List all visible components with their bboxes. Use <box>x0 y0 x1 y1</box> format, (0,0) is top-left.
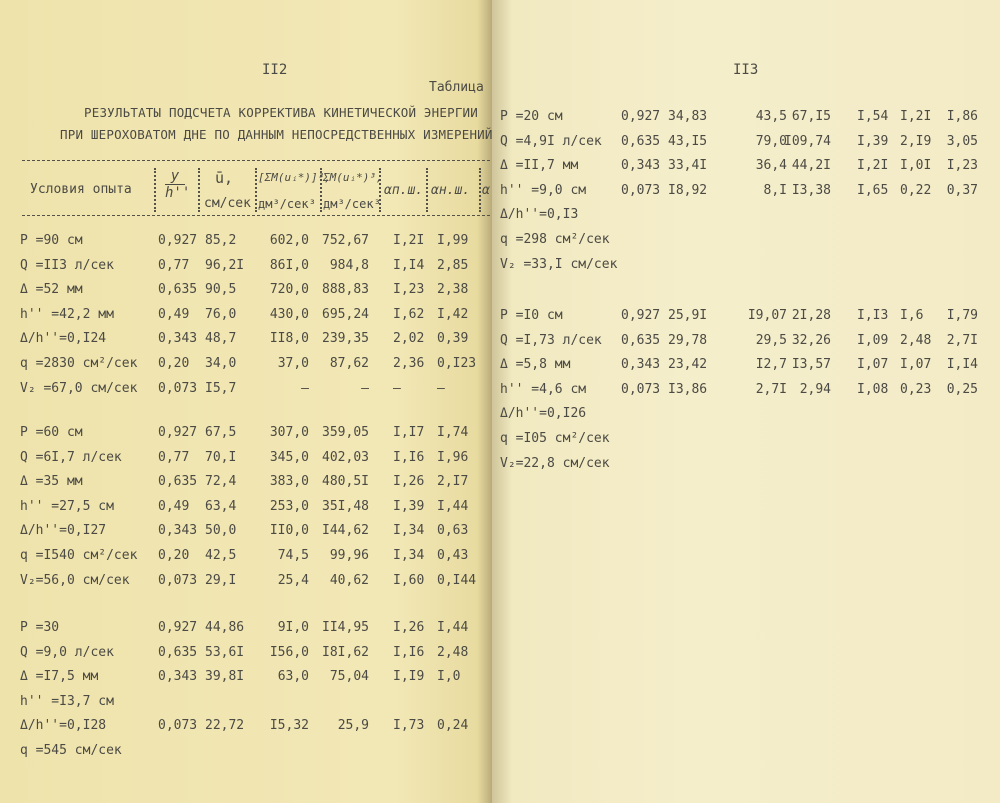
table-cell: 76,0 <box>205 306 237 322</box>
table-cell: 0,343 <box>158 523 198 539</box>
row-condition-label: Q =9,0 л/сек <box>20 644 114 660</box>
table-cell: II4,95 <box>322 620 369 635</box>
table-cell: I,I6 <box>393 449 425 465</box>
row-condition-label: Q =4,9I л/сек <box>500 133 602 149</box>
header-alpha-nw: αн.ш. <box>431 183 471 198</box>
column-divider <box>154 168 156 212</box>
table-cell: 0,927 <box>158 620 198 635</box>
table-cell: 0,49 <box>158 306 190 322</box>
table-cell: 0,49 <box>158 498 190 514</box>
table-cell: 29,78 <box>668 332 708 348</box>
table-cell: 40,62 <box>329 572 369 588</box>
table-cell: 0,927 <box>158 233 198 248</box>
table-cell: 359,05 <box>322 425 369 440</box>
table-cell: 888,83 <box>322 282 369 298</box>
table-cell: I,I3 <box>857 308 889 323</box>
table-cell: 0,073 <box>158 718 198 734</box>
header-alpha-pw: αп.ш. <box>384 183 424 198</box>
row-condition-label: Q =I,73 л/сек <box>500 332 602 348</box>
table-cell: 8,I <box>763 182 787 198</box>
table-cell: 75,04 <box>329 669 369 685</box>
row-condition-label: Δ =35 мм <box>20 474 83 490</box>
header-y-over-h <box>165 168 191 201</box>
column-divider <box>426 168 428 212</box>
table-cell: I,2I <box>393 233 425 248</box>
table-cell: I,26 <box>393 620 425 635</box>
table-cell: – <box>361 380 369 396</box>
table-cell: 0,63 <box>437 523 469 539</box>
table-cell: I,0 <box>437 669 461 685</box>
header-alpha-cut: α <box>482 183 490 198</box>
table-cell: I3,57 <box>791 357 831 373</box>
table-cell: 44,86 <box>205 620 245 635</box>
table-cell: I,73 <box>393 718 425 734</box>
table-cell: I,39 <box>393 498 425 514</box>
table-cell: I,I7 <box>393 425 425 440</box>
table-cell: 0,635 <box>621 133 661 149</box>
table-cell: 2,85 <box>437 257 469 273</box>
row-condition-label: Δ =52 мм <box>20 282 83 298</box>
row-condition-label: q =545 см/сек <box>20 743 122 758</box>
table-cell: 99,96 <box>329 548 369 563</box>
table-cell: 79,0 <box>755 133 787 149</box>
table-cell: 86I,0 <box>269 257 309 273</box>
table-cell: 9I,0 <box>277 620 309 635</box>
table-cell: I3,38 <box>791 182 831 198</box>
row-condition-label: P =I0 см <box>500 308 563 323</box>
column-divider <box>198 168 200 212</box>
row-condition-label: h'' =4,6 см <box>500 381 587 397</box>
table-label: Таблица <box>429 80 484 95</box>
table-cell: 42,5 <box>205 548 237 563</box>
table-cell: 752,67 <box>322 233 369 248</box>
table-cell: 0,343 <box>158 331 198 347</box>
table-cell: I,34 <box>393 523 425 539</box>
row-condition-label: Δ/h''=0,I26 <box>500 406 587 422</box>
header-bottom-rule <box>22 215 490 216</box>
table-cell: 35I,48 <box>322 498 369 514</box>
table-cell: 0,927 <box>158 425 198 440</box>
header-y-num: y <box>165 168 185 185</box>
row-condition-label: P =90 см <box>20 233 83 248</box>
table-cell: 22,72 <box>205 718 245 734</box>
table-cell: 0,343 <box>621 357 661 373</box>
row-condition-label: h'' =42,2 мм <box>20 306 114 322</box>
header-u-unit: см/сек <box>204 196 251 211</box>
row-condition-label: P =20 см <box>500 109 563 124</box>
row-condition-label: P =60 см <box>20 425 83 440</box>
table-cell: I,42 <box>437 306 469 322</box>
column-divider <box>255 168 257 212</box>
table-cell: I,2I <box>900 109 932 124</box>
row-condition-label: V₂ =67,0 см/сек <box>20 380 138 396</box>
row-condition-label: Δ =5,8 мм <box>500 357 571 373</box>
table-cell: 0,20 <box>158 548 190 563</box>
table-cell: – <box>437 380 445 396</box>
table-cell: 239,35 <box>322 331 369 347</box>
table-cell: 0,073 <box>158 380 198 396</box>
table-cell: 0,635 <box>158 282 198 298</box>
table-cell: 402,03 <box>322 449 369 465</box>
table-cell: I5,32 <box>269 718 309 734</box>
table-cell: 87,62 <box>329 356 369 371</box>
table-cell: 2,I9 <box>900 133 932 149</box>
table-cell: I,2I <box>857 158 889 174</box>
table-cell: 0,073 <box>158 572 198 588</box>
table-cell: 50,0 <box>205 523 237 539</box>
table-cell: 2,7I <box>755 381 787 397</box>
table-cell: I,I9 <box>393 669 425 685</box>
table-cell: I8,92 <box>668 182 708 198</box>
row-condition-label: V₂=56,0 см/сек <box>20 572 130 588</box>
table-cell: I44,62 <box>322 523 369 539</box>
table-cell: I56,0 <box>269 644 309 660</box>
header-top-rule <box>22 160 490 161</box>
table-cell: 48,7 <box>205 331 237 347</box>
table-cell: 307,0 <box>269 425 309 440</box>
table-cell: I9,07 <box>747 308 787 323</box>
row-condition-label: Q =II3 л/сек <box>20 257 114 273</box>
table-cell: 0,927 <box>621 308 661 323</box>
header-u-mean: ū, <box>215 169 234 187</box>
table-cell: 2,02 <box>393 331 425 347</box>
table-cell: 0,77 <box>158 257 190 273</box>
table-cell: I,60 <box>393 572 425 588</box>
row-condition-label: q =I540 см²/сек <box>20 548 138 563</box>
table-cell: 33,4I <box>668 158 708 174</box>
table-cell: I09,74 <box>784 133 831 149</box>
table-cell: 43,I5 <box>668 133 708 149</box>
table-cell: 0,22 <box>900 182 932 198</box>
table-cell: 36,4 <box>755 158 787 174</box>
table-cell: 44,2I <box>791 158 831 174</box>
table-cell: I,09 <box>857 332 889 348</box>
table-cell: I,34 <box>393 548 425 563</box>
table-cell: 2,48 <box>900 332 932 348</box>
table-cell: 2,I7 <box>437 474 469 490</box>
table-cell: 25,4 <box>277 572 309 588</box>
table-cell: 2,38 <box>437 282 469 298</box>
table-cell: I,6 <box>900 308 924 323</box>
row-condition-label: q =298 см²/сек <box>500 232 610 247</box>
row-condition-label: h'' =9,0 см <box>500 182 587 198</box>
header-sum-m-u3: ΣM(uᵢ*)³, <box>323 171 383 184</box>
table-cell: 2,94 <box>799 381 831 397</box>
table-cell: 29,5 <box>755 332 787 348</box>
table-cell: I,74 <box>437 425 469 440</box>
table-cell: 0,343 <box>621 158 661 174</box>
table-cell: I,86 <box>946 109 978 124</box>
table-cell: 2I,28 <box>791 308 831 323</box>
table-cell: I,08 <box>857 381 889 397</box>
table-cell: 37,0 <box>277 356 309 371</box>
table-cell: I,I4 <box>393 257 425 273</box>
table-cell: I,96 <box>437 449 469 465</box>
table-cell: I,54 <box>857 109 889 124</box>
table-cell: I,0I <box>900 158 932 174</box>
table-cell: 0,I44 <box>437 572 477 588</box>
header-sum-m-u3-unit: дм³/сек³ <box>323 197 381 211</box>
column-divider <box>479 168 481 212</box>
table-cell: 383,0 <box>269 474 309 490</box>
table-cell: I,62 <box>393 306 425 322</box>
row-condition-label: Δ/h''=0,I28 <box>20 718 107 734</box>
table-cell: 0,073 <box>621 381 661 397</box>
table-cell: I,I6 <box>393 644 425 660</box>
header-y-den: h'' <box>165 185 191 201</box>
table-cell: 0,635 <box>621 332 661 348</box>
table-cell: 85,2 <box>205 233 237 248</box>
table-cell: 695,24 <box>322 306 369 322</box>
table-cell: 2,36 <box>393 356 425 371</box>
table-cell: 0,39 <box>437 331 469 347</box>
table-cell: 480,5I <box>322 474 369 490</box>
table-cell: 0,927 <box>621 109 661 124</box>
table-cell: 39,8I <box>205 669 245 685</box>
header-sum-m-cubed-unit: дм³/сек³ <box>258 197 316 211</box>
table-cell: 345,0 <box>269 449 309 465</box>
table-cell: 90,5 <box>205 282 237 298</box>
table-cell: 23,42 <box>668 357 708 373</box>
table-cell: 0,24 <box>437 718 469 734</box>
table-cell: 0,20 <box>158 356 190 371</box>
table-cell: 25,9 <box>337 718 369 734</box>
table-cell: 720,0 <box>269 282 309 298</box>
table-cell: 0,25 <box>946 381 978 397</box>
table-cell: 29,I <box>205 572 237 588</box>
table-cell: 0,635 <box>158 644 198 660</box>
table-cell: 43,5 <box>755 109 787 124</box>
table-cell: I8I,62 <box>322 644 369 660</box>
table-cell: 0,343 <box>158 669 198 685</box>
table-title-line1: РЕЗУЛЬТАТЫ ПОДСЧЕТА КОРРЕКТИВА КИНЕТИЧЕСКОЙ ЭНЕРГИИ <box>84 105 479 120</box>
header-sum-m-cubed: [ΣM(uᵢ*)]³, <box>258 171 331 184</box>
table-cell: 430,0 <box>269 306 309 322</box>
page-number-left: II2 <box>262 62 288 78</box>
table-cell: 602,0 <box>269 233 309 248</box>
row-condition-label: h'' =27,5 см <box>20 498 114 514</box>
table-cell: 74,5 <box>277 548 309 563</box>
row-condition-label: P =30 <box>20 620 60 635</box>
header-conditions: Условия опыта <box>30 182 132 197</box>
table-cell: I,07 <box>900 357 932 373</box>
table-cell: 2,48 <box>437 644 469 660</box>
table-cell: I,26 <box>393 474 425 490</box>
table-cell: 0,23 <box>900 381 932 397</box>
table-cell: 72,4 <box>205 474 237 490</box>
row-condition-label: Δ =I7,5 мм <box>20 669 99 685</box>
table-cell: I,07 <box>857 357 889 373</box>
table-cell: 984,8 <box>329 257 369 273</box>
table-cell: 2,7I <box>946 332 978 348</box>
table-cell: 32,26 <box>791 332 831 348</box>
row-condition-label: Δ/h''=0,I27 <box>20 523 107 539</box>
row-condition-label: V₂ =33,I см/сек <box>500 256 618 272</box>
table-cell: 67,I5 <box>791 109 831 124</box>
table-cell: I,44 <box>437 620 469 635</box>
table-cell: 34,83 <box>668 109 708 124</box>
table-cell: 3,05 <box>946 133 978 149</box>
table-cell: 0,37 <box>946 182 978 198</box>
table-cell: 253,0 <box>269 498 309 514</box>
table-cell: 63,4 <box>205 498 237 514</box>
table-cell: 0,635 <box>158 474 198 490</box>
table-title-line2: ПРИ ШЕРОХОВАТОМ ДНЕ ПО ДАННЫМ НЕПОСРЕДСТВЕННЫХ ИЗМЕРЕНИЙ <box>60 127 493 142</box>
table-cell: I,79 <box>946 308 978 323</box>
table-cell: 0,77 <box>158 449 190 465</box>
table-cell: 25,9I <box>668 308 708 323</box>
row-condition-label: h'' =I3,7 см <box>20 693 114 709</box>
page-number-right: II3 <box>733 62 759 78</box>
table-cell: I,23 <box>946 158 978 174</box>
table-cell: 34,0 <box>205 356 237 371</box>
table-cell: I,44 <box>437 498 469 514</box>
table-cell: II8,0 <box>269 331 309 347</box>
row-condition-label: q =2830 см²/сек <box>20 356 138 371</box>
table-cell: I,39 <box>857 133 889 149</box>
row-condition-label: Δ/h''=0,I24 <box>20 331 107 347</box>
table-cell: I,65 <box>857 182 889 198</box>
table-cell: I5,7 <box>205 380 237 396</box>
table-cell: I,23 <box>393 282 425 298</box>
table-cell: I,99 <box>437 233 469 248</box>
table-cell: 96,2I <box>205 257 245 273</box>
table-cell: 53,6I <box>205 644 245 660</box>
table-cell: 67,5 <box>205 425 237 440</box>
table-cell: I,I4 <box>946 357 978 373</box>
table-cell: 63,0 <box>277 669 309 685</box>
row-condition-label: q =I05 см²/сек <box>500 431 610 446</box>
row-condition-label: Δ/h''=0,I3 <box>500 207 579 223</box>
row-condition-label: V₂=22,8 см/сек <box>500 455 610 471</box>
table-cell: – <box>301 380 309 396</box>
table-cell: I3,86 <box>668 381 708 397</box>
row-condition-label: Δ =II,7 мм <box>500 158 579 174</box>
table-cell: 0,I23 <box>437 356 477 371</box>
table-cell: I2,7 <box>755 357 787 373</box>
table-cell: II0,0 <box>269 523 309 539</box>
table-cell: 0,073 <box>621 182 661 198</box>
table-cell: 70,I <box>205 449 237 465</box>
table-cell: – <box>393 380 401 396</box>
row-condition-label: Q =6I,7 л/сек <box>20 449 122 465</box>
table-cell: 0,43 <box>437 548 469 563</box>
